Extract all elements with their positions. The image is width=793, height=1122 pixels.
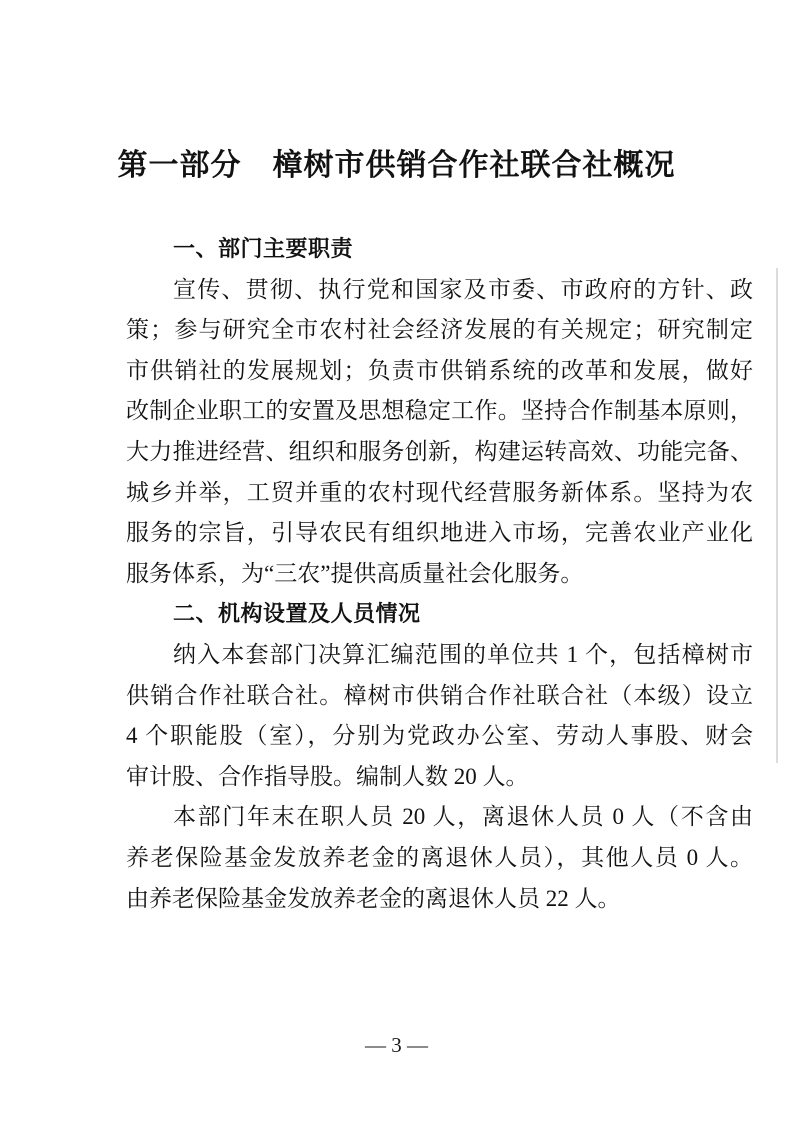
document-body <box>126 229 753 919</box>
section-main-duties <box>126 229 753 594</box>
paragraph-line: 纳入本套部门决算汇编范围的单位共 1 个，包括樟树市 <box>173 641 753 667</box>
paragraph-line: 养老保险基金发放养老金的离退休人员），其他人员 0 人。 <box>126 844 753 870</box>
paragraph-line: 本部门年末在职人员 20 人，离退休人员 0 人（不含由 <box>173 804 753 830</box>
paragraph-line: 城乡并举，工贸并重的农村现代经营服务新体系。坚持为农 <box>126 479 753 505</box>
paragraph-line: 改制企业职工的安置及思想稳定工作。坚持合作制基本原则， <box>126 398 753 424</box>
paragraph-line: 服务的宗旨，引导农民有组织地进入市场，完善农业产业化 <box>126 520 753 546</box>
paragraph <box>126 635 753 797</box>
paragraph-line: 大力推进经营、组织和服务创新，构建运转高效、功能完备、 <box>126 438 753 464</box>
page-number: — 3 — <box>365 1033 428 1057</box>
paragraph-line: 供销合作社联合社。樟树市供销合作社联合社（本级）设立 <box>126 682 753 708</box>
section-heading: 一、部门主要职责 <box>173 236 354 261</box>
section-heading: 二、机构设置及人员情况 <box>173 601 421 627</box>
paragraph <box>126 797 753 919</box>
section-org-and-staff <box>126 594 753 919</box>
paragraph-line: 市供销社的发展规划；负责市供销系统的改革和发展，做好 <box>126 357 753 383</box>
paragraph-line: 4 个职能股（室），分别为党政办公室、劳动人事股、财会 <box>126 723 753 749</box>
paragraph-line: 宣传、贯彻、执行党和国家及市委、市政府的方针、政 <box>173 276 753 302</box>
paragraph-line: 审计股、合作指导股。编制人数 20 人。 <box>126 763 529 789</box>
paragraph-line: 策；参与研究全市农村社会经济发展的有关规定；研究制定 <box>126 317 753 343</box>
paragraph-line: 由养老保险基金发放养老金的离退休人员 22 人。 <box>126 885 621 911</box>
document-title: 第一部分 樟树市供销合作社联合社概况 <box>117 149 676 182</box>
paragraph <box>126 270 753 595</box>
scan-artifact-line <box>776 268 778 763</box>
paragraph-line: 服务体系，为“三农”提供高质量社会化服务。 <box>126 560 584 586</box>
